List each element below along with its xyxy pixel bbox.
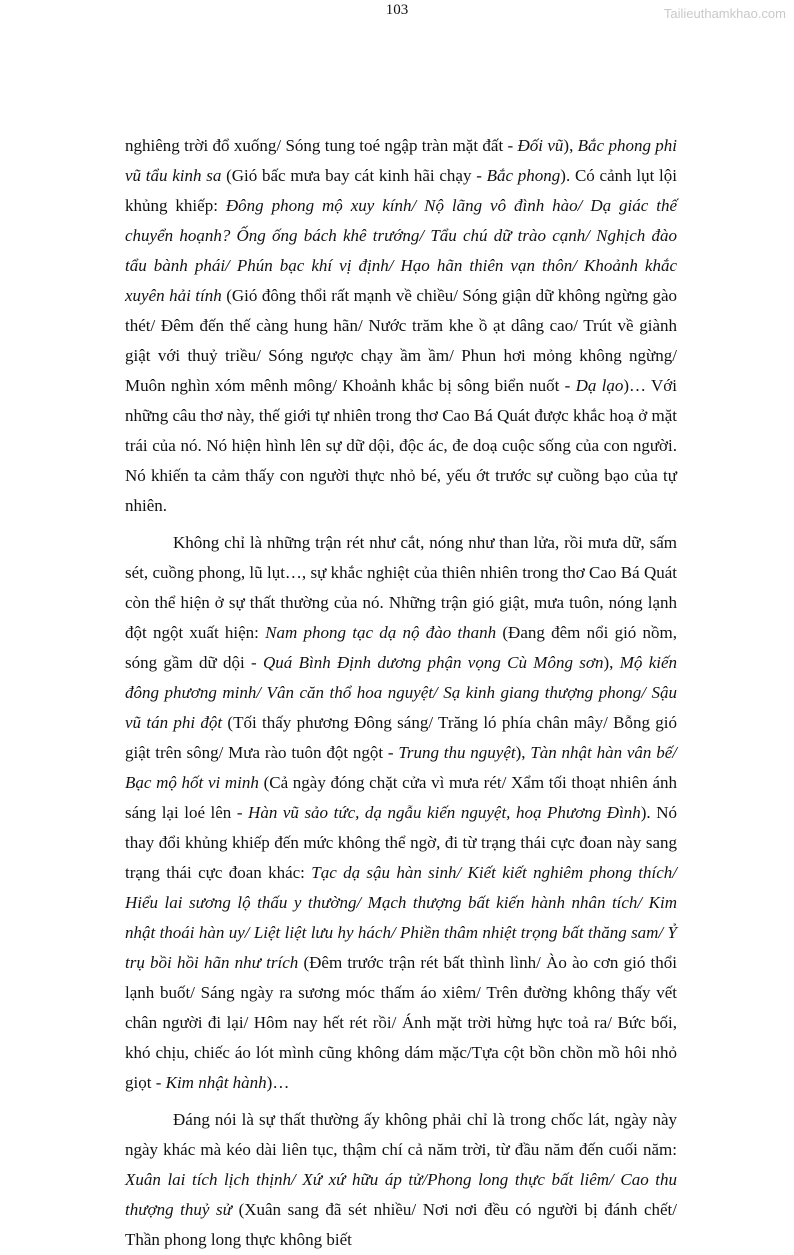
text-run: (Gió đông thổi rất mạnh về chiều/ Sóng giận dữ không ngừng gào thét/ Đêm đến thế càng hung hãn/ Nước trăm khe ồ ạt dâng cao/ Trút về giành giật với thuỷ triều/ Sóng ngược chạy ầm ầm/ Phun hơi mỏng không ngừng/ Muôn nghìn xóm mênh mông/ Khoảnh khắc bị sông biển nuốt - (125, 286, 677, 395)
italic-quote: Tàn nhật hàn vân bế/ Bạc mộ hốt vi minh (125, 743, 677, 792)
text-run: )… (266, 1073, 290, 1092)
italic-quote: Kim nhật hành (165, 1073, 267, 1092)
paragraph (125, 1105, 677, 1255)
italic-quote: Bắc phong phi vũ tẩu kinh sa (125, 136, 678, 185)
text-run: Không chỉ là những trận rét như cắt, nóng như than lửa, rồi mưa dữ, sấm sét, cuồng phong, lũ lụt…, sự khắc nghiệt của thiên nhiên trong thơ Cao Bá Quát còn thể hiện ở sự thất thường của nó. Những trận gió giật, mưa tuôn, nóng lạnh đột ngột xuất hiện: (125, 533, 677, 642)
text-run: (Xuân sang đã sét nhiều/ Nơi nơi đều có người bị đánh chết/ Thần phong long thực không biết (125, 1200, 677, 1249)
text-run: ). Nó thay đổi khủng khiếp đến mức không thể ngờ, đi từ trạng thái cực đoan này sang trạng thái cực đoan khác: (125, 803, 677, 882)
text-run: (Gió bấc mưa bay cát kinh hãi chạy - (221, 166, 487, 185)
italic-quote: Đông phong mộ xuy kính/ Nộ lãng vô đình hào/ Dạ giác thế chuyển hoạnh? Ống ống bách khê trướng/ Tẩu chú dữ trào cạnh/ Nghịch đào tẩu bành phái/ Phún bạc khí vị định/ Hạo hãn thiên vạn thôn/ Khoảnh khắc xuyên hải tính (125, 196, 677, 305)
italic-quote: Hàn vũ sảo tức, dạ ngẫu kiến nguyệt, hoạ Phương Đình (248, 803, 641, 822)
italic-quote: Quá Bình Định dương phận vọng Cù Mông sơn (263, 653, 604, 672)
italic-quote: Trung thu nguyệt (398, 743, 516, 762)
italic-quote: Bắc phong (486, 166, 561, 185)
page-number: 103 (385, 2, 409, 18)
text-run: (Đang đêm nổi gió nồm, sóng gầm dữ dội - (125, 623, 677, 672)
italic-quote: Dạ lạo (575, 376, 624, 395)
text-run: (Đêm trước trận rét bất thình lình/ Ào ào cơn gió thổi lạnh buốt/ Sáng ngày ra sương móc thấm áo xiêm/ Trên đường không thấy vết chân người đi lại/ Hôm nay hết rét rồi/ Ánh mặt trời hừng hực toả ra/ Bức bối, khó chịu, chiếc áo lót mình cũng không dám mặc/Tựa cột bồn chồn mồ hôi nhỏ giọt - (125, 953, 677, 1092)
text-run: ), (515, 743, 531, 762)
text-run: ). Có cảnh lụt lội khủng khiếp: (125, 166, 677, 215)
italic-quote: Nam phong tạc dạ nộ đào thanh (265, 623, 497, 642)
text-run: )… Với những câu thơ này, thế giới tự nhiên trong thơ Cao Bá Quát được khắc hoạ ở mặt trái của nó. Nó hiện hình lên sự dữ dội, độc ác, đe doạ cuộc sống của con người. Nó khiến ta cảm thấy con người thực nhỏ bé, yếu ớt trước sự cuồng bạo của tự nhiên. (125, 376, 678, 515)
italic-quote: Tạc dạ sậu hàn sinh/ Kiết kiết nghiêm phong thích/ Hiểu lai sương lộ thấu y thường/ Mạch thượng bất kiến hành nhân tích/ Kim nhật thoái hàn uy/ Liệt liệt lưu hy hách/ Phiền thâm nhiệt trọng bất thăng sam/ Ỷ trụ bồi hồi hãn như trích (125, 863, 677, 972)
text-run: ), (563, 136, 578, 155)
watermark-text: Tailieuthamkhao.com (663, 6, 786, 21)
text-run: (Tối thấy phương Đông sáng/ Trăng ló phía chân mây/ Bỗng gió giật trên sông/ Mưa rào tuôn đột ngột - (125, 713, 677, 762)
italic-quote: Mộ kiến đông phương minh/ Vân căn thổ hoa nguyệt/ Sạ kinh giang thượng phong/ Sậu vũ tán phi đột (125, 653, 678, 732)
paragraph (125, 131, 677, 521)
text-run: ), (603, 653, 620, 672)
text-run: Đáng nói là sự thất thường ấy không phải chỉ là trong chốc lát, ngày này ngày khác mà kéo dài liên tục, thậm chí cả năm trời, từ đầu năm đến cuối năm: (125, 1110, 677, 1159)
italic-quote: Xuân lai tích lịch thịnh/ Xứ xứ hữu áp tử/Phong long thực bất liêm/ Cao thu thượng thuỷ sử (125, 1170, 677, 1219)
text-run: nghiêng trời đổ xuống/ Sóng tung toé ngập tràn mặt đất - (125, 136, 518, 155)
text-run: (Cả ngày đóng chặt cửa vì mưa rét/ Xẩm tối thoạt nhiên ánh sáng lại loé lên - (125, 773, 677, 822)
body-text (125, 131, 677, 1255)
paragraph (125, 528, 677, 1098)
italic-quote: Đối vũ (517, 136, 564, 155)
